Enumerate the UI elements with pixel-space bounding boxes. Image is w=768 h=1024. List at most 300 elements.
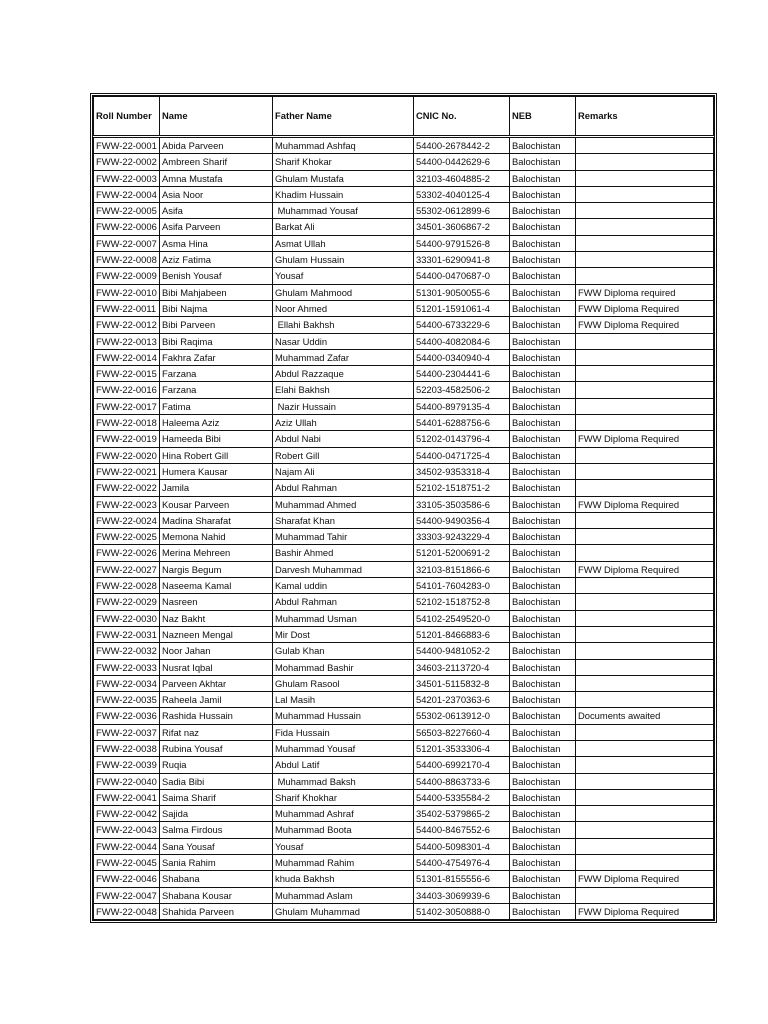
remarks-cell: FWW Diploma Required <box>576 561 714 577</box>
father-name-cell: Muhammad Aslam <box>273 887 414 903</box>
table-row <box>94 675 714 691</box>
cnic-cell: 32103-8151866-6 <box>414 561 510 577</box>
name-cell: Ruqia <box>160 757 273 773</box>
name-cell: Sadia Bibi <box>160 773 273 789</box>
name-cell: Jamila <box>160 480 273 496</box>
remarks-cell <box>576 724 714 740</box>
name-cell: Memona Nahid <box>160 529 273 545</box>
name-cell: Bibi Parveen <box>160 317 273 333</box>
table-row <box>94 643 714 659</box>
father-name-cell: Muhammad Yousaf <box>273 740 414 756</box>
neb-cell: Balochistan <box>510 626 576 642</box>
neb-cell: Balochistan <box>510 838 576 854</box>
neb-cell: Balochistan <box>510 252 576 268</box>
roll-number-cell: FWW-22-0019 <box>94 431 160 447</box>
table-row <box>94 724 714 740</box>
roll-number-cell: FWW-22-0042 <box>94 806 160 822</box>
neb-cell: Balochistan <box>510 415 576 431</box>
cnic-cell: 54400-6992170-4 <box>414 757 510 773</box>
name-cell: Raheela Jamil <box>160 692 273 708</box>
neb-cell: Balochistan <box>510 643 576 659</box>
neb-cell: Balochistan <box>510 219 576 235</box>
roll-number-cell: FWW-22-0009 <box>94 268 160 284</box>
roll-number-cell: FWW-22-0040 <box>94 773 160 789</box>
header-cnic: CNIC No. <box>414 97 510 137</box>
neb-cell: Balochistan <box>510 431 576 447</box>
roll-number-cell: FWW-22-0034 <box>94 675 160 691</box>
table-row <box>94 806 714 822</box>
remarks-cell <box>576 545 714 561</box>
roll-number-cell: FWW-22-0048 <box>94 903 160 919</box>
father-name-cell: Muhammad Ashraf <box>273 806 414 822</box>
name-cell: Nusrat Iqbal <box>160 659 273 675</box>
cnic-cell: 54400-0340940-4 <box>414 349 510 365</box>
name-cell: Hameeda Bibi <box>160 431 273 447</box>
remarks-cell <box>576 415 714 431</box>
cnic-cell: 54400-0471725-4 <box>414 447 510 463</box>
neb-cell: Balochistan <box>510 154 576 170</box>
neb-cell: Balochistan <box>510 903 576 919</box>
neb-cell: Balochistan <box>510 366 576 382</box>
table-row <box>94 268 714 284</box>
father-name-cell: Mir Dost <box>273 626 414 642</box>
remarks-cell <box>576 643 714 659</box>
neb-cell: Balochistan <box>510 871 576 887</box>
father-name-cell: Yousaf <box>273 268 414 284</box>
name-cell: Farzana <box>160 382 273 398</box>
cnic-cell: 53302-4040125-4 <box>414 186 510 202</box>
name-cell: Rashida Hussain <box>160 708 273 724</box>
roll-number-cell: FWW-22-0007 <box>94 235 160 251</box>
cnic-cell: 33301-6290941-8 <box>414 252 510 268</box>
name-cell: Saima Sharif <box>160 789 273 805</box>
roll-number-cell: FWW-22-0021 <box>94 463 160 479</box>
remarks-cell <box>576 806 714 822</box>
neb-cell: Balochistan <box>510 170 576 186</box>
neb-cell: Balochistan <box>510 724 576 740</box>
remarks-cell <box>576 382 714 398</box>
roll-number-cell: FWW-22-0017 <box>94 398 160 414</box>
remarks-cell <box>576 610 714 626</box>
roll-number-cell: FWW-22-0045 <box>94 855 160 871</box>
name-cell: Sajida <box>160 806 273 822</box>
table-row <box>94 154 714 170</box>
header-father-name: Father Name <box>273 97 414 137</box>
father-name-cell: Muhammad Yousaf <box>273 203 414 219</box>
roll-number-cell: FWW-22-0011 <box>94 300 160 316</box>
name-cell: Shabana <box>160 871 273 887</box>
father-name-cell: Abdul Rahman <box>273 480 414 496</box>
name-cell: Nasreen <box>160 594 273 610</box>
father-name-cell: Nazir Hussain <box>273 398 414 414</box>
father-name-cell: Aziz Ullah <box>273 415 414 431</box>
cnic-cell: 54400-9481052-2 <box>414 643 510 659</box>
table-row <box>94 789 714 805</box>
cnic-cell: 35402-5379865-2 <box>414 806 510 822</box>
father-name-cell: Barkat Ali <box>273 219 414 235</box>
father-name-cell: Ellahi Bakhsh <box>273 317 414 333</box>
roll-number-cell: FWW-22-0033 <box>94 659 160 675</box>
cnic-cell: 51202-0143796-4 <box>414 431 510 447</box>
father-name-cell: Muhammad Boota <box>273 822 414 838</box>
cnic-cell: 34501-5115832-8 <box>414 675 510 691</box>
remarks-cell <box>576 154 714 170</box>
table-row <box>94 496 714 512</box>
name-cell: Haleema Aziz <box>160 415 273 431</box>
remarks-cell <box>576 447 714 463</box>
cnic-cell: 54400-2304441-6 <box>414 366 510 382</box>
table-row <box>94 757 714 773</box>
father-name-cell: Noor Ahmed <box>273 300 414 316</box>
roll-number-cell: FWW-22-0004 <box>94 186 160 202</box>
cnic-cell: 51201-1591061-4 <box>414 300 510 316</box>
roll-number-cell: FWW-22-0024 <box>94 512 160 528</box>
neb-cell: Balochistan <box>510 512 576 528</box>
roll-number-cell: FWW-22-0012 <box>94 317 160 333</box>
header-roll-number: Roll Number <box>94 97 160 137</box>
table-row <box>94 137 714 154</box>
table-body <box>94 137 714 920</box>
name-cell: Ambreen Sharif <box>160 154 273 170</box>
cnic-cell: 54400-2678442-2 <box>414 137 510 154</box>
name-cell: Kousar Parveen <box>160 496 273 512</box>
father-name-cell: Kamal uddin <box>273 578 414 594</box>
father-name-cell: Najam Ali <box>273 463 414 479</box>
table-row <box>94 529 714 545</box>
remarks-cell: FWW Diploma Required <box>576 317 714 333</box>
neb-cell: Balochistan <box>510 659 576 675</box>
table-row <box>94 252 714 268</box>
table-row <box>94 838 714 854</box>
cnic-cell: 51402-3050888-0 <box>414 903 510 919</box>
father-name-cell: Sharif Khokhar <box>273 789 414 805</box>
cnic-cell: 54400-5098301-4 <box>414 838 510 854</box>
table-row <box>94 561 714 577</box>
name-cell: Shahida Parveen <box>160 903 273 919</box>
table-row <box>94 480 714 496</box>
roll-number-cell: FWW-22-0037 <box>94 724 160 740</box>
cnic-cell: 54400-0470687-0 <box>414 268 510 284</box>
table-row <box>94 610 714 626</box>
cnic-cell: 54400-8979135-4 <box>414 398 510 414</box>
table-row <box>94 203 714 219</box>
table-row <box>94 317 714 333</box>
father-name-cell: Lal Masih <box>273 692 414 708</box>
father-name-cell: Muhammad Zafar <box>273 349 414 365</box>
table-row <box>94 186 714 202</box>
neb-cell: Balochistan <box>510 740 576 756</box>
father-name-cell: khuda Bakhsh <box>273 871 414 887</box>
table-row <box>94 447 714 463</box>
roll-number-cell: FWW-22-0005 <box>94 203 160 219</box>
neb-cell: Balochistan <box>510 398 576 414</box>
father-name-cell: Sharif Khokar <box>273 154 414 170</box>
name-cell: Naz Bakht <box>160 610 273 626</box>
table-row <box>94 578 714 594</box>
neb-cell: Balochistan <box>510 333 576 349</box>
cnic-cell: 34603-2113720-4 <box>414 659 510 675</box>
cnic-cell: 33303-9243229-4 <box>414 529 510 545</box>
name-cell: Shabana Kousar <box>160 887 273 903</box>
father-name-cell: Darvesh Muhammad <box>273 561 414 577</box>
roll-number-cell: FWW-22-0046 <box>94 871 160 887</box>
remarks-cell: FWW Diploma Required <box>576 431 714 447</box>
remarks-cell <box>576 366 714 382</box>
neb-cell: Balochistan <box>510 186 576 202</box>
remarks-cell <box>576 480 714 496</box>
remarks-cell <box>576 186 714 202</box>
remarks-cell <box>576 773 714 789</box>
father-name-cell: Abdul Latif <box>273 757 414 773</box>
table-row <box>94 887 714 903</box>
neb-cell: Balochistan <box>510 692 576 708</box>
cnic-cell: 55302-0613912-0 <box>414 708 510 724</box>
name-cell: Merina Mehreen <box>160 545 273 561</box>
roll-number-cell: FWW-22-0028 <box>94 578 160 594</box>
cnic-cell: 33105-3503586-6 <box>414 496 510 512</box>
remarks-cell <box>576 626 714 642</box>
neb-cell: Balochistan <box>510 822 576 838</box>
father-name-cell: Asmat Ullah <box>273 235 414 251</box>
name-cell: Fatima <box>160 398 273 414</box>
table-row <box>94 366 714 382</box>
father-name-cell: Muhammad Usman <box>273 610 414 626</box>
table-row <box>94 219 714 235</box>
roll-number-cell: FWW-22-0015 <box>94 366 160 382</box>
neb-cell: Balochistan <box>510 594 576 610</box>
remarks-cell <box>576 594 714 610</box>
roll-number-cell: FWW-22-0020 <box>94 447 160 463</box>
name-cell: Amna Mustafa <box>160 170 273 186</box>
father-name-cell: Elahi Bakhsh <box>273 382 414 398</box>
roll-number-cell: FWW-22-0025 <box>94 529 160 545</box>
cnic-cell: 54400-0442629-6 <box>414 154 510 170</box>
name-cell: Asma Hina <box>160 235 273 251</box>
father-name-cell: Abdul Nabi <box>273 431 414 447</box>
table-row <box>94 626 714 642</box>
name-cell: Asifa <box>160 203 273 219</box>
roll-number-cell: FWW-22-0008 <box>94 252 160 268</box>
cnic-cell: 56503-8227660-4 <box>414 724 510 740</box>
father-name-cell: Muhammad Tahir <box>273 529 414 545</box>
table-row <box>94 871 714 887</box>
remarks-cell <box>576 463 714 479</box>
remarks-cell <box>576 887 714 903</box>
neb-cell: Balochistan <box>510 757 576 773</box>
father-name-cell: Ghulam Mustafa <box>273 170 414 186</box>
roll-number-cell: FWW-22-0014 <box>94 349 160 365</box>
remarks-cell <box>576 203 714 219</box>
table-row <box>94 284 714 300</box>
table-row <box>94 903 714 919</box>
roll-number-cell: FWW-22-0030 <box>94 610 160 626</box>
table-row <box>94 463 714 479</box>
cnic-cell: 55302-0612899-6 <box>414 203 510 219</box>
table-row <box>94 773 714 789</box>
neb-cell: Balochistan <box>510 203 576 219</box>
name-cell: Bibi Mahjabeen <box>160 284 273 300</box>
cnic-cell: 54400-9791526-8 <box>414 235 510 251</box>
neb-cell: Balochistan <box>510 447 576 463</box>
table-row <box>94 431 714 447</box>
remarks-cell <box>576 692 714 708</box>
roll-number-cell: FWW-22-0035 <box>94 692 160 708</box>
neb-cell: Balochistan <box>510 545 576 561</box>
neb-cell: Balochistan <box>510 137 576 154</box>
father-name-cell: Muhammad Rahim <box>273 855 414 871</box>
roll-number-cell: FWW-22-0032 <box>94 643 160 659</box>
neb-cell: Balochistan <box>510 284 576 300</box>
neb-cell: Balochistan <box>510 675 576 691</box>
neb-cell: Balochistan <box>510 578 576 594</box>
remarks-cell <box>576 268 714 284</box>
table-row <box>94 415 714 431</box>
roll-number-cell: FWW-22-0018 <box>94 415 160 431</box>
roll-number-cell: FWW-22-0047 <box>94 887 160 903</box>
roll-number-cell: FWW-22-0036 <box>94 708 160 724</box>
name-cell: Nazneen Mengal <box>160 626 273 642</box>
cnic-cell: 51301-9050055-6 <box>414 284 510 300</box>
name-cell: Naseema Kamal <box>160 578 273 594</box>
father-name-cell: Ghulam Hussain <box>273 252 414 268</box>
neb-cell: Balochistan <box>510 496 576 512</box>
cnic-cell: 54400-8467552-6 <box>414 822 510 838</box>
name-cell: Sania Rahim <box>160 855 273 871</box>
neb-cell: Balochistan <box>510 708 576 724</box>
table-row <box>94 300 714 316</box>
father-name-cell: Muhammad Ashfaq <box>273 137 414 154</box>
roll-number-cell: FWW-22-0003 <box>94 170 160 186</box>
cnic-cell: 54400-5335584-2 <box>414 789 510 805</box>
table-row <box>94 382 714 398</box>
header-name: Name <box>160 97 273 137</box>
cnic-cell: 54401-6288756-6 <box>414 415 510 431</box>
name-cell: Benish Yousaf <box>160 268 273 284</box>
roll-number-cell: FWW-22-0029 <box>94 594 160 610</box>
cnic-cell: 34501-3606867-2 <box>414 219 510 235</box>
table-row <box>94 740 714 756</box>
father-name-cell: Ghulam Muhammad <box>273 903 414 919</box>
father-name-cell: Muhammad Baksh <box>273 773 414 789</box>
neb-cell: Balochistan <box>510 463 576 479</box>
neb-cell: Balochistan <box>510 610 576 626</box>
father-name-cell: Muhammad Hussain <box>273 708 414 724</box>
remarks-cell: FWW Diploma Required <box>576 871 714 887</box>
roll-number-cell: FWW-22-0039 <box>94 757 160 773</box>
roll-number-cell: FWW-22-0013 <box>94 333 160 349</box>
cnic-cell: 54400-6733229-6 <box>414 317 510 333</box>
name-cell: Asifa Parveen <box>160 219 273 235</box>
neb-cell: Balochistan <box>510 773 576 789</box>
remarks-cell <box>576 349 714 365</box>
name-cell: Aziz Fatima <box>160 252 273 268</box>
remarks-cell <box>576 252 714 268</box>
neb-cell: Balochistan <box>510 806 576 822</box>
roll-number-cell: FWW-22-0006 <box>94 219 160 235</box>
father-name-cell: Khadim Hussain <box>273 186 414 202</box>
neb-cell: Balochistan <box>510 349 576 365</box>
cnic-cell: 54400-4754976-4 <box>414 855 510 871</box>
table-row <box>94 170 714 186</box>
remarks-cell <box>576 170 714 186</box>
father-name-cell: Muhammad Ahmed <box>273 496 414 512</box>
cnic-cell: 54201-2370363-6 <box>414 692 510 708</box>
roll-number-cell: FWW-22-0026 <box>94 545 160 561</box>
name-cell: Madina Sharafat <box>160 512 273 528</box>
table-row <box>94 692 714 708</box>
cnic-cell: 54101-7604283-0 <box>414 578 510 594</box>
neb-cell: Balochistan <box>510 317 576 333</box>
father-name-cell: Abdul Razzaque <box>273 366 414 382</box>
roll-number-sheet <box>90 93 717 923</box>
cnic-cell: 54102-2549520-0 <box>414 610 510 626</box>
name-cell: Bibi Raqima <box>160 333 273 349</box>
remarks-cell <box>576 675 714 691</box>
name-cell: Fakhra Zafar <box>160 349 273 365</box>
candidates-table <box>93 96 714 920</box>
remarks-cell <box>576 235 714 251</box>
neb-cell: Balochistan <box>510 789 576 805</box>
cnic-cell: 51201-3533306-4 <box>414 740 510 756</box>
header-neb: NEB <box>510 97 576 137</box>
remarks-cell <box>576 529 714 545</box>
neb-cell: Balochistan <box>510 480 576 496</box>
remarks-cell: FWW Diploma Required <box>576 496 714 512</box>
name-cell: Salma Firdous <box>160 822 273 838</box>
header-remarks: Remarks <box>576 97 714 137</box>
name-cell: Farzana <box>160 366 273 382</box>
table-row <box>94 594 714 610</box>
remarks-cell <box>576 822 714 838</box>
cnic-cell: 54400-4082084-6 <box>414 333 510 349</box>
roll-number-cell: FWW-22-0001 <box>94 137 160 154</box>
roll-number-cell: FWW-22-0022 <box>94 480 160 496</box>
table-header-row <box>94 97 714 137</box>
table-row <box>94 708 714 724</box>
roll-number-cell: FWW-22-0043 <box>94 822 160 838</box>
cnic-cell: 32103-4604885-2 <box>414 170 510 186</box>
cnic-cell: 34403-3069939-6 <box>414 887 510 903</box>
roll-number-cell: FWW-22-0044 <box>94 838 160 854</box>
roll-number-cell: FWW-22-0027 <box>94 561 160 577</box>
father-name-cell: Gulab Khan <box>273 643 414 659</box>
remarks-cell <box>576 219 714 235</box>
cnic-cell: 52102-1518751-2 <box>414 480 510 496</box>
father-name-cell: Mohammad Bashir <box>273 659 414 675</box>
remarks-cell <box>576 757 714 773</box>
remarks-cell <box>576 137 714 154</box>
neb-cell: Balochistan <box>510 268 576 284</box>
roll-number-cell: FWW-22-0010 <box>94 284 160 300</box>
table-row <box>94 855 714 871</box>
remarks-cell <box>576 398 714 414</box>
remarks-cell <box>576 333 714 349</box>
name-cell: Rubina Yousaf <box>160 740 273 756</box>
neb-cell: Balochistan <box>510 529 576 545</box>
name-cell: Hina Robert Gill <box>160 447 273 463</box>
remarks-cell <box>576 740 714 756</box>
table-row <box>94 398 714 414</box>
roll-number-cell: FWW-22-0041 <box>94 789 160 805</box>
remarks-cell <box>576 838 714 854</box>
father-name-cell: Bashir Ahmed <box>273 545 414 561</box>
father-name-cell: Nasar Uddin <box>273 333 414 349</box>
name-cell: Sana Yousaf <box>160 838 273 854</box>
father-name-cell: Ghulam Mahmood <box>273 284 414 300</box>
cnic-cell: 54400-9490356-4 <box>414 512 510 528</box>
remarks-cell <box>576 855 714 871</box>
remarks-cell <box>576 512 714 528</box>
